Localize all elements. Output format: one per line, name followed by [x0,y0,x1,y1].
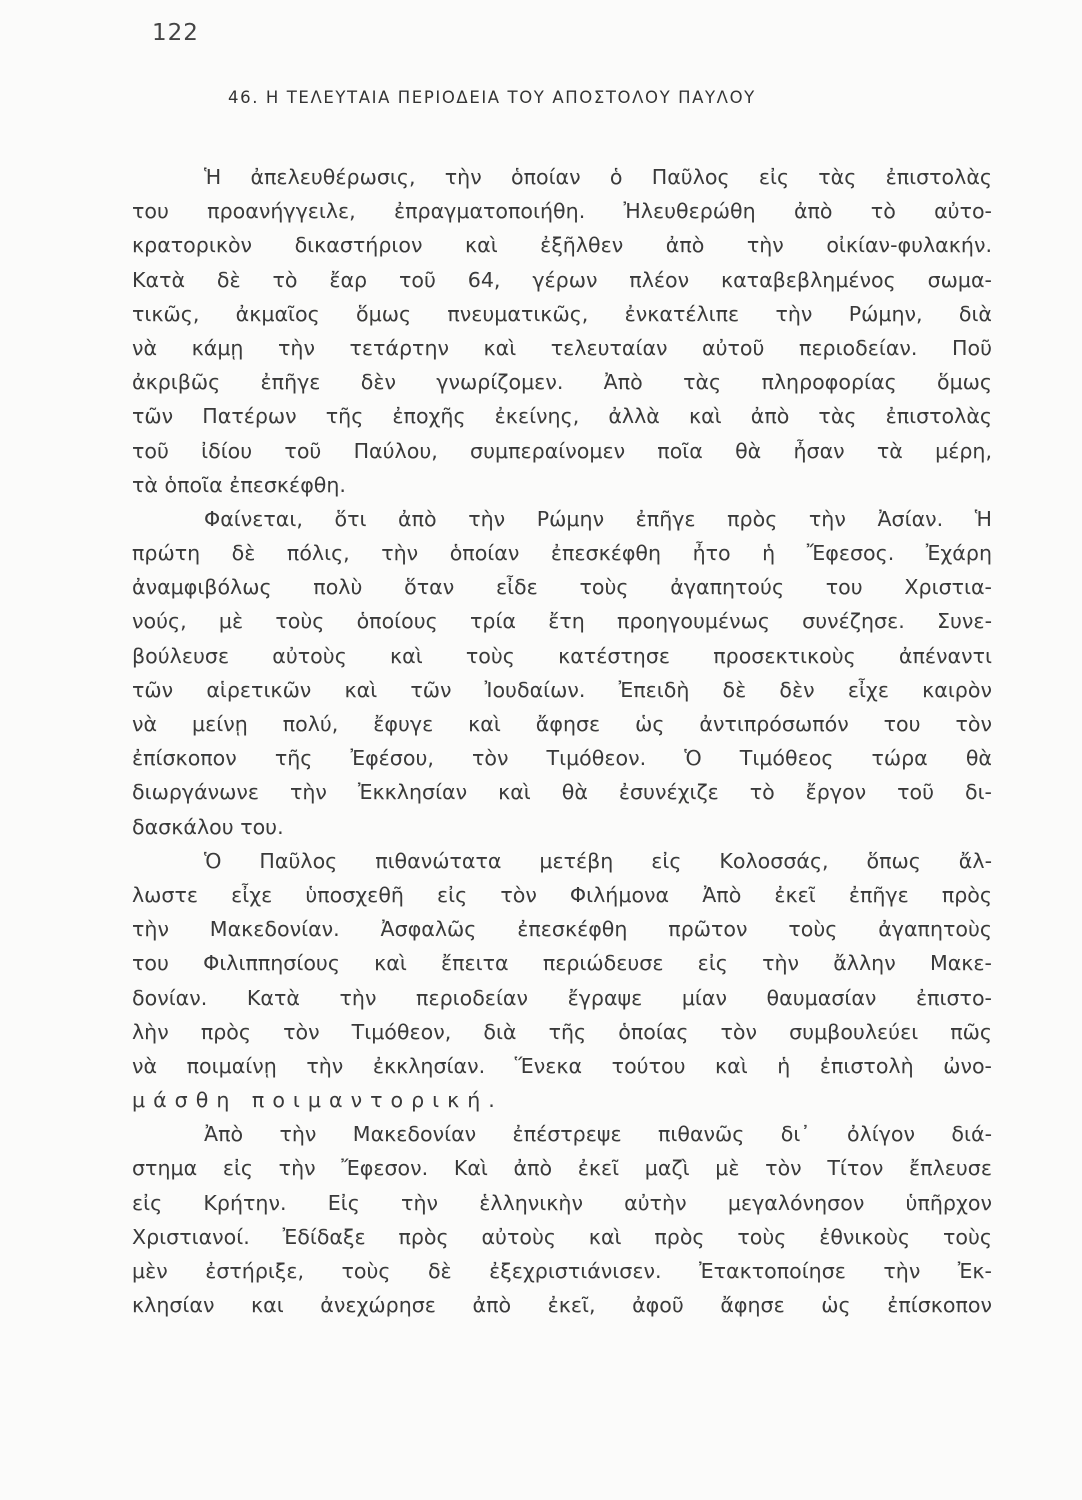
text-line: τοῦ ἰδίου τοῦ Παύλου, συμπεραίνομεν ποῖα θὰ ἦσαν τὰ μέρη, [132,438,992,463]
text-line: κλησίαν και ἀνεχώρησε ἀπὸ ἐκεῖ, ἀφοῦ ἄφησε ὡς ἐπίσκοπον [132,1293,992,1318]
text-line: τὴν Μακεδονίαν. Ἀσφαλῶς ἐπεσκέφθη πρῶτον τοὺς ἀγαπητοὺς [132,917,992,942]
text-line: τὰ ὁποῖα ἐπεσκέφθη. [132,472,346,497]
text-line: μὲν ἐστήριξε, τοὺς δὲ ἐξεχριστιάνισεν. Ἐτακτοποίησε τὴν Ἐκ- [132,1259,992,1283]
chapter-title: 46. Η ΤΕΛΕΥΤΑΙΑ ΠΕΡΙΟΔΕΙΑ ΤΟΥ ΑΠΟΣΤΟΛΟΥ ΠΑΥΛΟΥ [228,88,756,107]
text-line: τῶν Πατέρων τῆς ἐποχῆς ἐκείνης, ἀλλὰ καὶ ἀπὸ τὰς ἐπιστολὰς [132,404,992,429]
text-line: Ἀπὸ τὴν Μακεδονίαν ἐπέστρεψε πιθανῶς δι᾽ ὀλίγον διά- [204,1122,992,1147]
text-line: Χριστιανοί. Ἐδίδαξε πρὸς αὐτοὺς καὶ πρὸς τοὺς ἐθνικοὺς τοὺς [132,1224,992,1249]
text-line: νὰ μείνῃ πολύ, ἔφυγε καὶ ἄφησε ὡς ἀντιπρόσωπόν του τὸν [132,712,992,736]
text-line: εἰς Κρήτην. Εἰς τὴν ἑλληνικὴν αὐτὴν μεγαλόνησον ὑπῆρχον [132,1190,992,1215]
text-line: νὰ ποιμαίνῃ τὴν ἐκκλησίαν. Ἕνεκα τούτου καὶ ἡ ἐπιστολὴ ὠνο- [132,1053,992,1078]
text-line: Ὁ Παῦλος πιθανώτατα μετέβη εἰς Κολοσσάς, ὅπως ἄλ- [204,848,992,873]
text-line: τῶν αἱρετικῶν καὶ τῶν Ἰουδαίων. Ἐπειδὴ δὲ δὲν εἶχε καιρὸν [132,677,992,702]
text-line: Φαίνεται, ὅτι ἀπὸ τὴν Ρώμην ἐπῆγε πρὸς τὴν Ἀσίαν. Ἡ [204,506,992,531]
text-line: μάσθη ποιμαντορική. [132,1088,503,1113]
text-line: λωστε εἶχε ὑποσχεθῆ εἰς τὸν Φιλήμονα Ἀπὸ ἐκεῖ ἐπῆγε πρὸς [132,882,992,907]
text-line: Ἡ ἀπελευθέρωσις, τὴν ὁποίαν ὁ Παῦλος εἰς τὰς ἐπιστολὰς [204,165,992,189]
text-line: ἀναμφιβόλως πολὺ ὅταν εἶδε τοὺς ἀγαπητούς του Χριστια- [132,575,992,600]
text-line: ἐπίσκοπον τῆς Ἐφέσου, τὸν Τιμόθεον. Ὁ Τιμόθεος τώρα θὰ [132,746,992,771]
text-line: του προανήγγειλε, ἐπραγματοποιήθη. Ἠλευθερώθη ἀπὸ τὸ αὐτο- [132,199,992,224]
text-line: πρώτη δὲ πόλις, τὴν ὁποίαν ἐπεσκέφθη ἦτο ἡ Ἔφεσος. Ἐχάρη [132,541,992,566]
text-line: βούλευσε αὐτοὺς καὶ τοὺς κατέστησε προσεκτικοὺς ἀπέναντι [132,643,992,668]
text-line: νὰ κάμῃ τὴν τετάρτην καὶ τελευταίαν αὐτοῦ περιοδείαν. Ποῦ [132,335,992,360]
page-number: 122 [152,20,199,46]
text-line: Κατὰ δὲ τὸ ἔαρ τοῦ 64, γέρων πλέον καταβεβλημένος σωμα- [132,267,992,292]
text-line: κρατορικὸν δικαστήριον καὶ ἐξῆλθεν ἀπὸ τὴν οἰκίαν-φυλακήν. [132,233,992,258]
text-line: στημα εἰς τὴν Ἔφεσον. Καὶ ἀπὸ ἐκεῖ μαζὶ μὲ τὸν Τίτον ἔπλευσε [132,1156,992,1181]
text-line: τικῶς, ἀκμαῖος ὅμως πνευματικῶς, ἐνκατέλιπε τὴν Ρώμην, διὰ [132,301,992,326]
text-line: νούς, μὲ τοὺς ὁποίους τρία ἔτη προηγουμένως συνέζησε. Συνε- [132,609,992,634]
body-text [132,160,992,1322]
text-line: λὴν πρὸς τὸν Τιμόθεον, διὰ τῆς ὁποίας τὸν συμβουλεύει πῶς [132,1019,992,1044]
text-line: διωργάνωνε τὴν Ἐκκλησίαν καὶ θὰ ἐσυνέχιζε τὸ ἔργον τοῦ δι- [132,780,992,805]
text-line: ἀκριβῶς ἐπῆγε δὲν γνωρίζομεν. Ἀπὸ τὰς πληροφορίας ὅμως [132,370,992,395]
text-line: δασκάλου του. [132,814,284,839]
text-line: του Φιλιππησίους καὶ ἔπειτα περιώδευσε εἰς τὴν ἄλλην Μακε- [132,951,992,976]
text-line: δονίαν. Κατὰ τὴν περιοδείαν ἔγραψε μίαν θαυμασίαν ἐπιστο- [132,985,992,1010]
